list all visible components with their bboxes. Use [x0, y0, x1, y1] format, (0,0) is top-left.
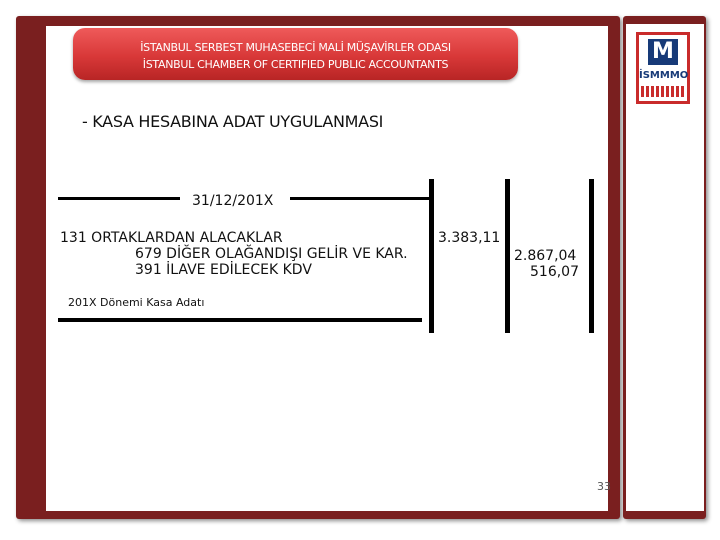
header-banner	[73, 28, 518, 80]
date-line-left	[58, 197, 180, 200]
entry-bottom-line	[58, 318, 422, 322]
ledger-row-label: 679 DİĞER OLAĞANDIŞI GELİR VE KAR.	[135, 246, 408, 262]
side-panel-page	[626, 24, 704, 511]
slide-page	[46, 26, 608, 511]
column-rule-3	[589, 179, 594, 333]
ledger-debit-value: 3.383,11	[438, 230, 501, 246]
ledger-row-label: 391 İLAVE EDİLECEK KDV	[135, 262, 312, 278]
ledger-credit-value: 2.867,04	[514, 248, 577, 264]
ledger-credit-value: 516,07	[530, 264, 579, 280]
entry-date: 31/12/201X	[192, 193, 274, 209]
date-line-right	[290, 197, 430, 200]
column-rule-1	[429, 179, 434, 333]
ledger-row-label: 131 ORTAKLARDAN ALACAKLAR	[60, 230, 283, 246]
logo-mark: M	[648, 39, 678, 65]
logo-stripes	[641, 86, 685, 97]
page-title: - KASA HESABINA ADAT UYGULANMASI	[82, 112, 384, 131]
column-rule-2	[505, 179, 510, 333]
logo-text: İSMMMO	[639, 70, 689, 81]
logo-inner	[639, 35, 687, 101]
page-number: 33	[597, 480, 611, 493]
header-line-tr: İSTANBUL SERBEST MUHASEBECİ MALİ MÜŞAVİRLER ODASI	[140, 41, 451, 54]
ismmmo-logo	[636, 32, 690, 104]
entry-description: 201X Dönemi Kasa Adatı	[68, 296, 205, 309]
header-line-en: İSTANBUL CHAMBER OF CERTIFIED PUBLIC ACCOUNTANTS	[142, 58, 449, 71]
side-panel	[623, 16, 706, 519]
